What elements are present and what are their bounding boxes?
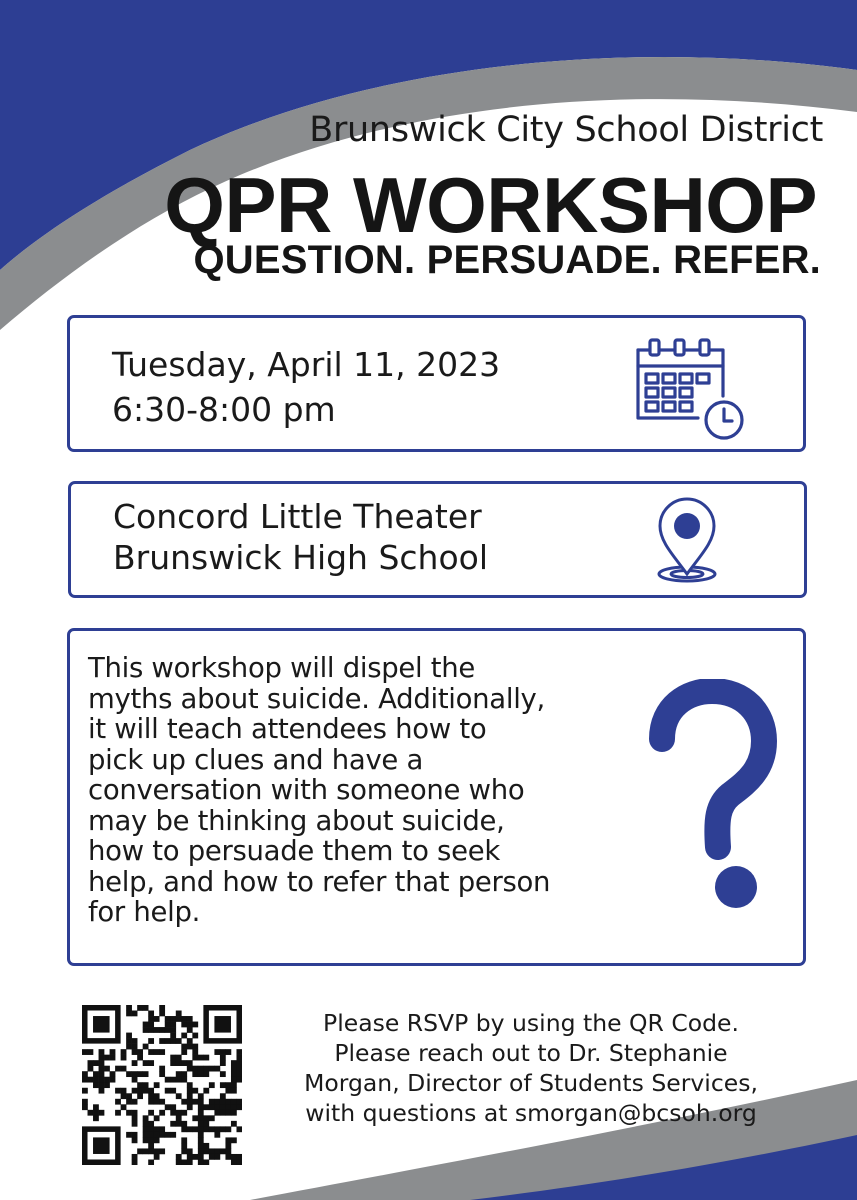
qr-code[interactable] [82,1005,242,1165]
workshop-title: QPR WORKSHOP [164,161,817,249]
description-line: conversation with someone who [88,774,525,806]
description-line: it will teach attendees how to [88,713,487,745]
event-time: 6:30-8:00 pm [112,390,336,429]
school-name: Brunswick High School [113,538,489,577]
workshop-subtitle: QUESTION. PERSUADE. REFER. [193,238,821,282]
rsvp-line: Please reach out to Dr. Stephanie [334,1039,728,1067]
description-line: for help. [88,896,201,928]
rsvp-text [262,1008,800,1128]
rsvp-line: Morgan, Director of Students Services, [304,1069,758,1097]
location-text [113,496,488,578]
location-box [68,481,807,598]
description-line: pick up clues and have a [88,743,424,776]
date-time-box [67,315,806,452]
description-box [67,628,806,966]
event-date: Tuesday, April 11, 2023 [112,345,501,384]
map-pin-icon [654,496,724,586]
description-line: help, and how to refer that person [88,865,551,898]
rsvp-line: Please RSVP by using the QR Code. [323,1009,739,1037]
district-name: Brunswick City School District [309,110,823,150]
venue-name: Concord Little Theater [113,497,482,536]
description-line: This workshop will dispel the [88,652,476,684]
question-mark-icon [632,679,782,919]
description-line: myths about suicide. Additionally, [88,682,545,715]
rsvp-line: with questions at smorgan@bcsoh.org [305,1099,757,1127]
description-text [88,653,550,928]
description-line: how to persuade them to seek [88,835,500,867]
date-time-text [112,342,500,432]
description-line: may be thinking about suicide, [88,804,505,837]
calendar-clock-icon [628,328,758,440]
